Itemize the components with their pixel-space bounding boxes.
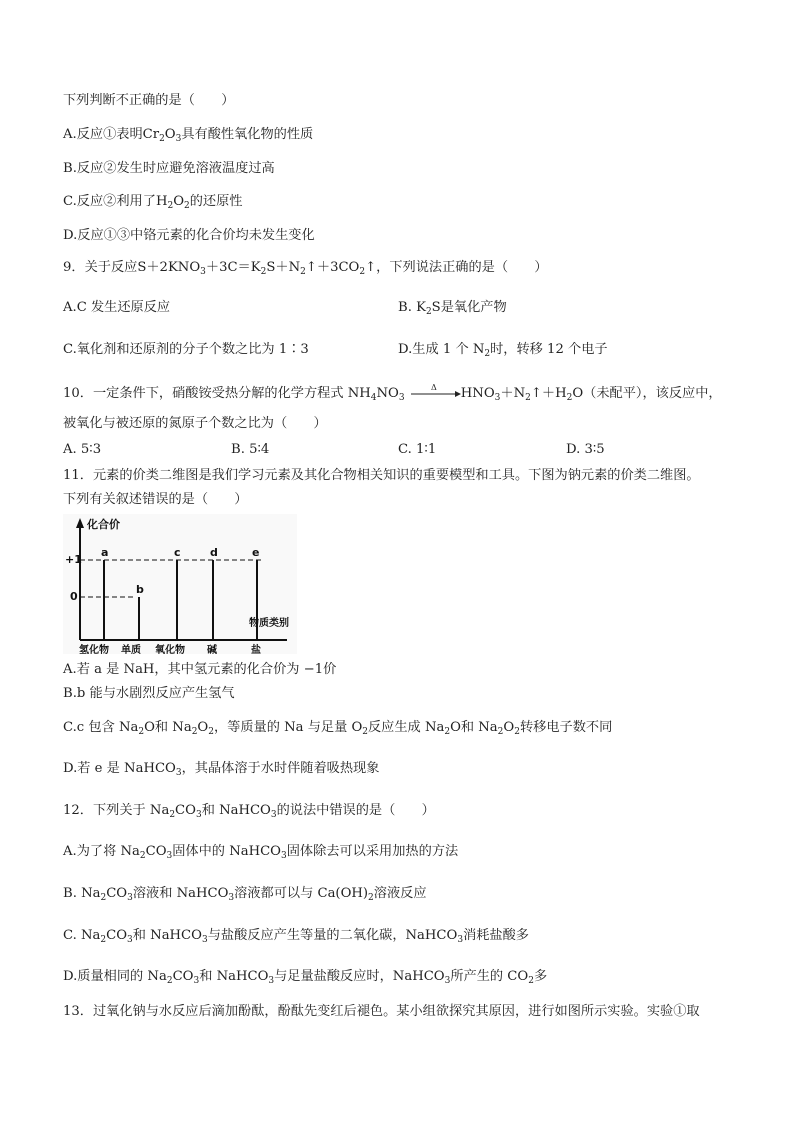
q10-option-a: A. 5∶3 — [63, 442, 102, 457]
q12-option-c: C. $Na_2CO_3$和 NaHCO$_3$与盐酸反应产生等量的二氧化碳，NaHCO$_3$消耗盐酸多 — [63, 928, 529, 945]
q11-option-c: C.c 包含 $Na_2O$和 $Na_2O_2$，等质量的 Na 与足量 $O_2$反应生成 $Na_2O$和 $Na_2O_2$转移电子数不同 — [63, 720, 613, 737]
q8-option-d: D.反应①③中铬元素的化合价均未发生变化 — [63, 228, 315, 243]
q11-stem-2: 下列有关叙述错误的是（ ） — [63, 492, 248, 507]
q11-option-d: D.若 e 是 NaHCO$_3$，其晶体溶于水时伴随着吸热现象 — [63, 761, 380, 778]
q9-option-c: C.氧化剂和还原剂的分子个数之比为 1∶3 — [63, 342, 309, 357]
category-salt: 盐 — [251, 645, 261, 654]
q12-option-a: A.为了将 $Na_2CO_3$固体中的 NaHCO$_3$固体除去可以采用加热的方法 — [63, 844, 459, 861]
x-axis-title: 物质类别 — [249, 618, 289, 629]
q12-stem: 12．下列关于 $Na_2CO_3$和 NaHCO$_3$的说法中错误的是（ ） — [63, 803, 435, 820]
q8-option-a: A.反应①表明$Cr_2O_3$具有酸性氧化物的性质 — [63, 127, 314, 144]
valence-class-diagram — [63, 514, 297, 654]
q12-option-d: D.质量相同的 $Na_2CO_3$和 NaHCO$_3$与足量盐酸反应时，NaHCO$_3$所产生的 $CO_2$多 — [63, 969, 548, 986]
q9-option-d: D.生成 1 个 $N_2$时，转移 12 个电子 — [398, 342, 608, 359]
category-base: 碱 — [207, 645, 217, 654]
category-oxide: 氧化物 — [155, 645, 185, 654]
q12-option-b: B. $Na_2CO_3$溶液和 NaHCO$_3$溶液都可以与 $Ca(OH)_2$溶液反应 — [63, 886, 427, 903]
point-e: e — [252, 546, 260, 559]
y-tick-plus1: +1 — [65, 553, 82, 566]
q9-option-a: A.C 发生还原反应 — [63, 300, 171, 315]
q9-option-b: B. $K_2S$是氧化产物 — [398, 300, 507, 317]
q8-option-c: C.反应②利用了$H_2O_2$的还原性 — [63, 194, 243, 211]
point-d: d — [210, 546, 218, 559]
point-a: a — [101, 546, 109, 559]
q11-option-b: B.b 能与水剧烈反应产生氢气 — [63, 686, 235, 701]
point-c: c — [174, 546, 181, 559]
question-intro: 下列判断不正确的是（ ） — [63, 93, 235, 108]
y-tick-zero: 0 — [70, 590, 78, 603]
q10-option-b: B. 5∶4 — [231, 442, 270, 457]
q11-stem-1: 11．元素的价类二维图是我们学习元素及其化合物相关知识的重要模型和工具。下图为钠元素的价类二维图。 — [63, 468, 700, 483]
q8-option-b: B.反应②发生时应避免溶液温度过高 — [63, 161, 275, 176]
point-b: b — [136, 583, 144, 596]
heat-label: Δ — [430, 384, 437, 392]
category-hydride: 氢化物 — [79, 645, 109, 654]
q10-option-d: D. 3∶5 — [566, 442, 605, 457]
category-element: 单质 — [121, 645, 141, 654]
q13-stem: 13．过氧化钠与水反应后滴加酚酞，酚酞先变红后褪色。某小组欲探究其原因，进行如图所示实验。实验①取 — [63, 1004, 700, 1019]
q11-option-a: A.若 a 是 NaH，其中氢元素的化合价为 −1价 — [63, 662, 337, 677]
q10-stem-2: 被氧化与被还原的氮原子个数之比为（ ） — [63, 416, 327, 431]
q10-stem: 10．一定条件下，硝酸铵受热分解的化学方程式 $NH_4NO_3$ Δ $HNO_3+N_2↑+H_2O$（未配平），该反应中， — [63, 384, 722, 403]
heat-arrow-icon — [409, 384, 461, 398]
y-axis-title: 化合价 — [87, 518, 120, 531]
q9-stem: 9．关于反应$S+2KNO_3+3C=K_2S+N_2↑+3CO_2↑$，下列说法正确的是（ ） — [63, 260, 548, 277]
q10-option-c: C. 1∶1 — [398, 442, 437, 457]
